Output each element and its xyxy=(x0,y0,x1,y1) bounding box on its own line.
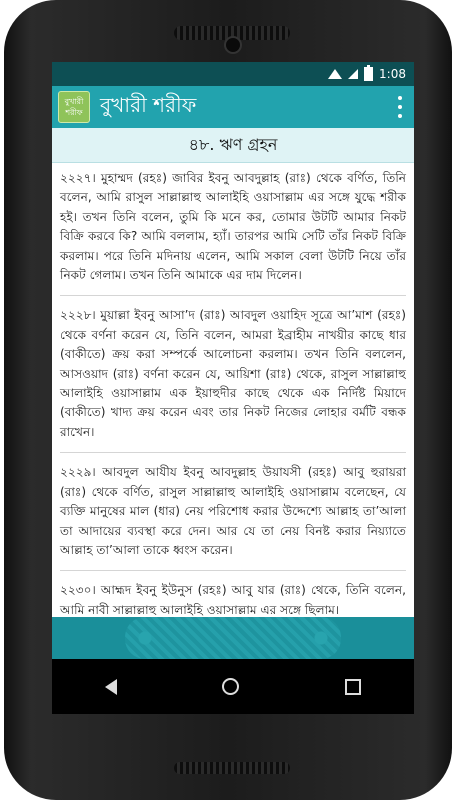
app-bar xyxy=(52,86,414,128)
battery-icon xyxy=(364,67,373,81)
overflow-menu-icon[interactable] xyxy=(398,96,404,118)
decorative-banner xyxy=(52,617,414,659)
divider xyxy=(60,452,406,453)
ornament-pattern xyxy=(125,617,341,659)
hadith-item: ২২২৭। মুহাম্মদ (রহঃ) জাবির ইবনু আবদুল্লাহ (রাঃ) থেকে বর্ণিত, তিনি বলেন, আমি রাসুল সাল্লাল্লাহু আলাইহি ওয়াসাল্লাম এর সঙ্গে যুদ্ধে শরীক হই। তখন তিনি বলেন, তুমি কি মনে কর, তোমার উটটি আমার নিকট বিক্রি করবে কি? আমি বললাম, হ্যাঁ। তারপর আমি সেটি তাঁর নিকট বিক্রি করলাম। পরে তিনি মদিনায় এলেন, আমি সকাল বেলা উটটি নিয়ে তাঁর নিকট গেলাম। তখন তিনি আমাকে এর দাম দিলেন। xyxy=(60,171,406,283)
navigation-bar xyxy=(52,659,414,714)
hadith-item: ২২২৮। মুয়াল্লা ইবনু আসা’দ (রাঃ) আবদুল ওয়াহিদ সূত্রে আ’মাশ (রহঃ) থেকে বর্ণনা করেন যে, তিনি বলেন, আমরা ইব্রাহীম নাখয়ীর কাছে ধার (বাকীতে) ক্রয় করা সম্পর্কে আলোচনা করলাম। তখন তিনি বললেন, আসওয়াদ (রাঃ) বর্ণনা করেন যে, আয়িশা (রাঃ) থেকে, রাসুল সাল্লাল্লাহু আলাইহি ওয়াসাল্লাম এক ইয়াহুদীর কাছে থেকে এক নির্দিষ্ট মিয়াদে (বাকীতে) খাদ্য ক্রয় করেন এবং তার নিকট নিজের লোহার বর্মটি বন্ধক রাখেন। xyxy=(60,308,406,439)
recent-apps-icon[interactable] xyxy=(345,679,361,695)
hadith-list[interactable] xyxy=(52,163,414,617)
signal-icon xyxy=(348,69,358,79)
logo-line2: শরীফ xyxy=(65,108,83,117)
phone-frame xyxy=(4,0,452,800)
divider xyxy=(60,295,406,296)
wifi-icon xyxy=(328,69,342,79)
hadith-item: ২২২৯। আবদুল আযীয ইবনু আবদুল্লাহ উয়াযসী (রহঃ) আবু হুরায়রা (রাঃ) থেকে বর্ণিত, রাসুল সাল্লাল্লাহু আলাইহি ওয়াসাল্লাম বলেছেন, যে ব্যক্তি মানুষের মাল (ধার) নেয় পরিশোধ করার উদ্দেশ্যে আল্লাহ তা’আলা তা আদায়ের ব্যবস্থা করে দেন। আর যে তা নেয় বিনষ্ট করার নিয়্যাতে আল্লাহ তা’আলা তাকে ধ্বংস করেন। xyxy=(60,465,406,557)
back-icon[interactable] xyxy=(105,679,117,695)
app-logo[interactable] xyxy=(58,91,90,123)
screen xyxy=(52,62,414,714)
status-bar xyxy=(52,62,414,86)
home-icon[interactable] xyxy=(222,678,239,695)
status-time: 1:08 xyxy=(379,67,406,81)
app-title: বুখারী শরীফ xyxy=(100,92,197,117)
chapter-title: ৪৮. ঋণ গ্রহন xyxy=(52,128,414,163)
logo-line1: বুখারী xyxy=(64,97,84,106)
bottom-speaker xyxy=(174,762,290,774)
hadith-item: ২২৩০। আহ্মদ ইবনু ইউনুস (রহঃ) আবু যার (রাঃ) থেকে, তিনি বলেন, আমি নাবী সাল্লাল্লাহু আলাইহি ওয়াসাল্লাম এর সঙ্গে ছিলাম। xyxy=(60,583,406,617)
front-camera xyxy=(224,36,242,54)
divider xyxy=(60,570,406,571)
